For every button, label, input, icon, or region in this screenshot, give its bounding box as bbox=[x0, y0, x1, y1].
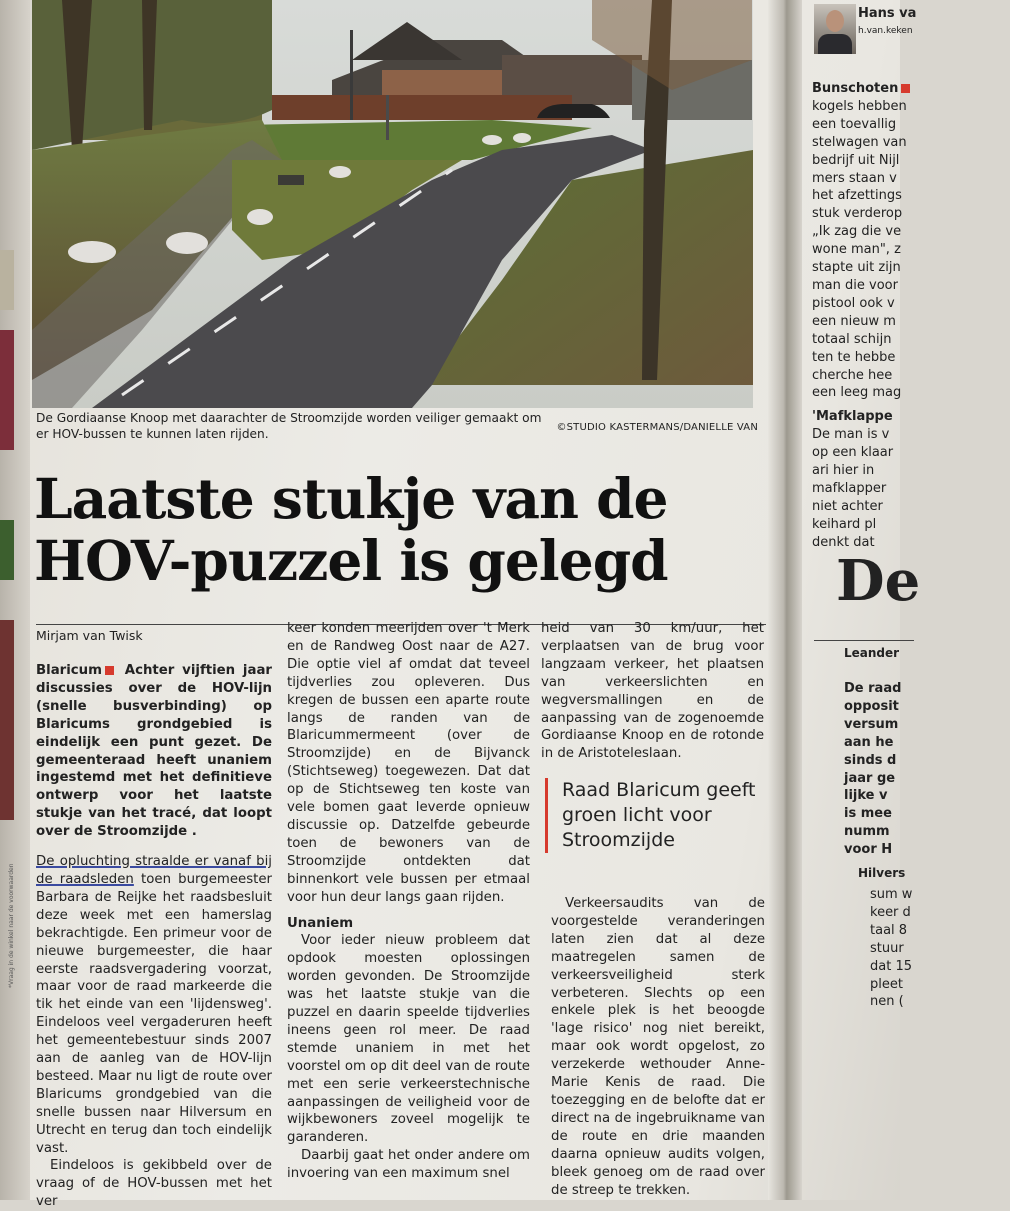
avatar-head bbox=[826, 10, 844, 32]
edge-strip bbox=[0, 520, 14, 580]
underlined-text: De opluchting straalde er vanaf bij de raadsleden bbox=[36, 854, 272, 887]
lead-paragraph bbox=[36, 662, 272, 841]
right-line: stapte uit zijn bbox=[812, 260, 901, 276]
columnist-email: h.van.keken bbox=[858, 26, 913, 36]
avatar-body bbox=[818, 34, 852, 54]
right-line: versum bbox=[844, 716, 899, 732]
photo-caption bbox=[36, 410, 758, 442]
columnist-avatar bbox=[814, 4, 856, 54]
paragraph-2-text: Eindeloos is gekibbeld over de vraag of de HOV-bussen met het ver bbox=[36, 1158, 272, 1210]
right-line: denkt dat bbox=[812, 534, 875, 550]
pull-quote: Raad Blaricum geeft groen licht voor Stroomzijde bbox=[545, 778, 777, 853]
right-line: De raad bbox=[844, 681, 902, 696]
right-line: keer d bbox=[870, 904, 911, 920]
headline-line-2: HOV-puzzel is gelegd bbox=[34, 528, 668, 593]
paragraph-2-continued: keer konden meerijden over 't Merk en de Randweg Oost naar de A27. Die optie viel af omdat dat teveel tijdverlies zou opleveren. Dus kregen de bussen een aparte route langs de randen van de Blaricummermeent (over de Stroomzijde) en de Bijvanck (Stichtseweg) toegewezen. Dat dat op de Stichtseweg ten koste van vele bomen gaat leverde opnieuw discussie op. Datzelfde gebeurde toen de bewoners van de Stroomzijde ontdekten dat binnenkort vele bussen per etmaal voor hun deur langs gaan rijden. bbox=[287, 621, 530, 905]
right-line: mers staan v bbox=[812, 170, 897, 186]
right-line: ten te hebbe bbox=[812, 349, 896, 365]
right-article-3 bbox=[870, 886, 1010, 1011]
photo-credit: ©STUDIO KASTERMANS/DANIELLE VAN bbox=[556, 422, 758, 433]
right-line: een toevallig bbox=[812, 116, 897, 132]
right-line: pistool ook v bbox=[812, 295, 895, 311]
right-line: taal 8 bbox=[870, 922, 908, 938]
right-line: aan he bbox=[844, 734, 894, 750]
right-line: opposit bbox=[844, 698, 899, 714]
right-page bbox=[806, 0, 921, 1200]
road-scene-image bbox=[32, 0, 753, 408]
right-dateline-2: Hilvers bbox=[858, 866, 906, 880]
right-line: stelwagen van bbox=[812, 134, 907, 150]
right-line: mafklapper bbox=[812, 480, 887, 496]
headline-line-1: Laatste stukje van de bbox=[34, 466, 668, 531]
right-line: een leeg mag bbox=[812, 385, 902, 401]
dateline: Blaricum bbox=[36, 663, 102, 678]
right-line: het afzettings bbox=[812, 188, 902, 204]
paragraph-1 bbox=[36, 853, 272, 1157]
right-dateline: Bunschoten bbox=[812, 80, 952, 98]
right-line: cherche hee bbox=[812, 367, 893, 383]
right-line: sum w bbox=[870, 887, 913, 902]
edge-strip bbox=[0, 330, 14, 450]
right-article-2 bbox=[844, 680, 984, 859]
right-line: totaal schijn bbox=[812, 331, 892, 347]
article-column-2-body bbox=[287, 620, 530, 1182]
red-square-icon bbox=[105, 666, 114, 675]
article-headline bbox=[34, 468, 764, 592]
subhead-unaniem: Unaniem bbox=[287, 915, 354, 931]
right-line: keihard pl bbox=[812, 516, 877, 532]
columnist-name: Hans va bbox=[858, 6, 917, 21]
right-rule bbox=[814, 640, 914, 641]
lead-text: Achter vijftien jaar discussies over de HOV-lijn (snelle busverbinding) op Blaricums grondgebied is eindelijk een punt gezet. De gemeenteraad heeft unaniem ingestemd met het definitieve ontwerp voor het laatste stukje van het tracé, dat loopt over de Stroomzijde . bbox=[36, 663, 272, 840]
right-line: jaar ge bbox=[844, 770, 896, 786]
right-line: De man is v bbox=[812, 427, 890, 443]
right-line: stuk verderop bbox=[812, 206, 903, 222]
right-line: pleet bbox=[870, 976, 903, 992]
article-column-1 bbox=[36, 662, 272, 1211]
paragraph-2-start bbox=[36, 1157, 272, 1211]
article-column-3 bbox=[551, 895, 765, 1199]
right-line: op een klaar bbox=[812, 445, 894, 461]
right-line: voor H bbox=[844, 842, 893, 858]
byline: Mirjam van Twisk bbox=[36, 628, 143, 643]
edge-strip bbox=[0, 620, 14, 820]
right-article-1 bbox=[812, 80, 952, 552]
right-byline: Leander bbox=[844, 646, 900, 660]
right-line: numm bbox=[844, 824, 890, 840]
article-photo bbox=[32, 0, 753, 408]
right-line: sinds d bbox=[844, 752, 897, 768]
right-line: stuur bbox=[870, 940, 904, 956]
right-line: een nieuw m bbox=[812, 313, 896, 329]
caption-text: De Gordiaanse Knoop met daarachter de Stroomzijde worden veiliger gemaakt om er HOV-bussen te kunnen laten rijden. bbox=[36, 411, 542, 441]
right-line: lijke v bbox=[844, 788, 888, 804]
paragraph-4-continued: heid van 30 km/uur, het verplaatsen van de brug voor langzaam verkeer, het plaatsen van verkeerslichten en wegversmallingen en de aanpassing van de zogenoemde Gordiaanse Knoop en de rotonde in de Aristoteleslaan. bbox=[541, 621, 764, 762]
page-fold bbox=[768, 0, 802, 1200]
right-line: nen ( bbox=[870, 994, 904, 1010]
right-subhead: 'Mafklappe bbox=[812, 409, 893, 425]
left-page-edge bbox=[0, 0, 30, 1200]
paragraph-3: Voor ieder nieuw probleem dat opdook moesten oplossingen worden gevonden. De Stroomzijde was het laatste stukje van die puzzel en daarin speelde tijdverlies ineens geen rol meer. De raad stemde unaniem in met het voorstel om op dit deel van de route met een serie verkeerstechnische aanpassingen de veiligheid voor de wijkbewoners zoveel mogelijk te garanderen. bbox=[287, 933, 530, 1146]
paragraph-4: Daarbij gaat het onder andere om invoering van een maximum snel bbox=[287, 1148, 530, 1182]
right-line: ari hier in bbox=[812, 463, 875, 479]
right-line: dat 15 bbox=[870, 958, 912, 974]
right-line: bedrijf uit Nijl bbox=[812, 152, 900, 168]
right-line: „Ik zag die ve bbox=[812, 224, 902, 240]
right-line: wone man", z bbox=[812, 242, 901, 258]
right-line: niet achter bbox=[812, 498, 883, 514]
right-line: kogels hebben bbox=[812, 98, 907, 114]
paragraph-5: Verkeersaudits van de voorgestelde veranderingen laten zien dat al deze maatregelen samen de verkeersveiligheid sterk verbeteren. Slechts op een enkele plek is het beoogde 'lage risico' nog niet bereikt, maar ook wordt opgelost, zo verzekerde wethouder Anne-Marie Kenis de raad. Die toezegging en de belofte dat er direct na de ingebruikname van de route en drie maanden daarna opnieuw audits volgen, bleek genoeg om de raad over de streep te trekken. bbox=[551, 896, 765, 1198]
right-line: is mee bbox=[844, 806, 892, 822]
side-note: *Vraag in de winkel naar de voorwaarden bbox=[8, 863, 15, 988]
paragraph-1-text: toen burgemeester Barbara de Reijke het raadsbesluit deze week met een hamerslag bekrachtigde. Een primeur voor de nieuwe burgemeester, die haar eerste raadsvergadering voorzat, maar voor de raad markeerde die tik het einde van een 'lijdensweg'. Eindeloos veel vergaderuren heeft het gemeentebestuur sinds 2007 aan de aanleg van de HOV-lijn besteed. Maar nu ligt de route over Blaricums grondgebied van die snelle bussen naar Hilversum en Utrecht en terug dan toch eindelijk vast. bbox=[36, 871, 272, 1156]
edge-strip bbox=[0, 250, 14, 310]
right-headline: De bbox=[836, 548, 921, 614]
right-line: man die voor bbox=[812, 277, 898, 293]
